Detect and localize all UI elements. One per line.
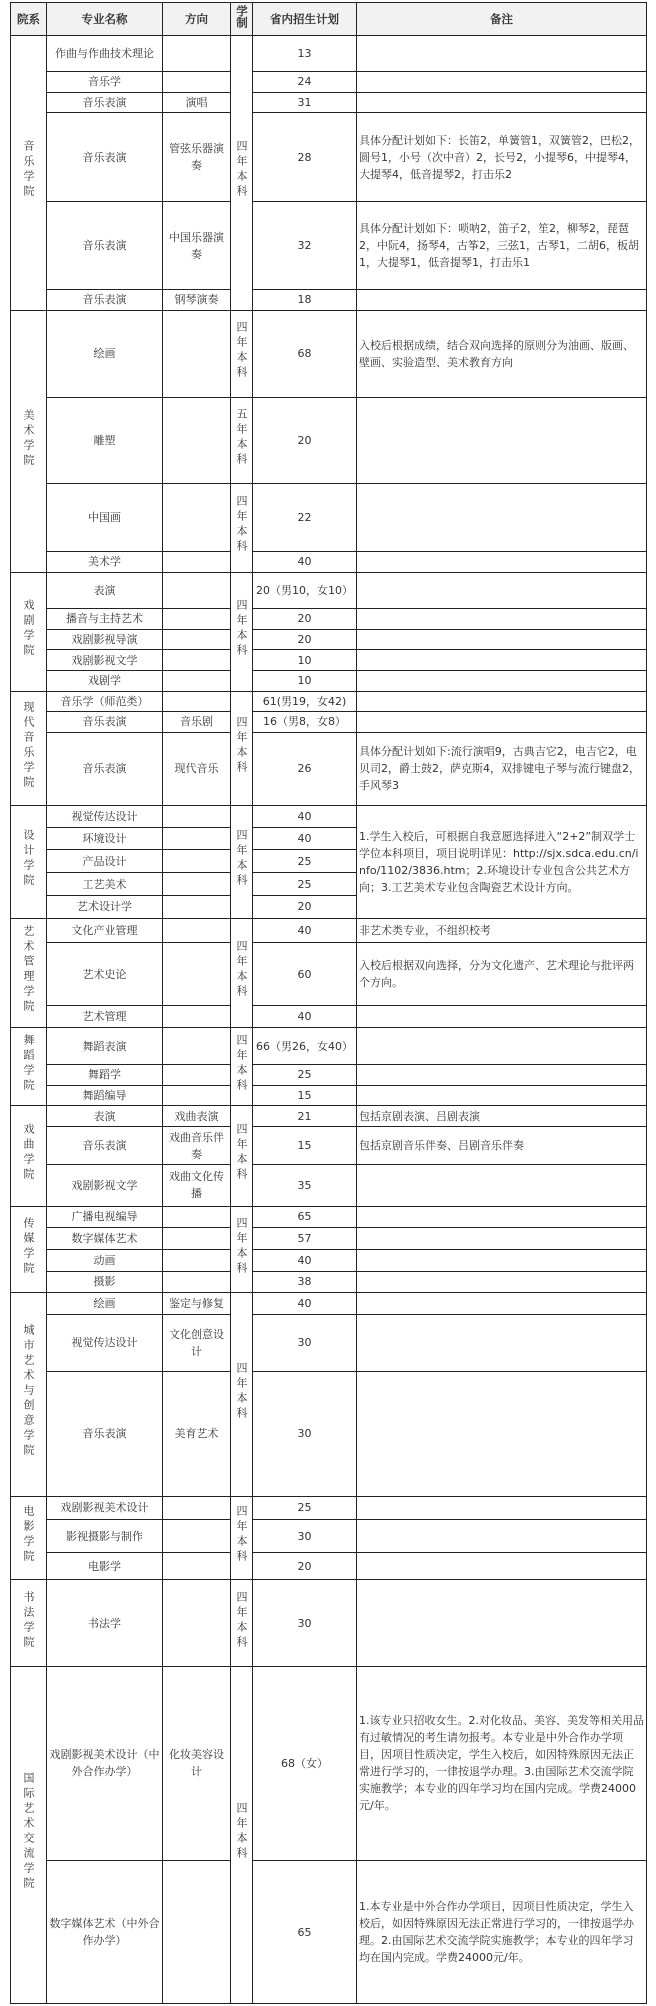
table-row (11, 1293, 647, 1315)
plan-cell: 25 (253, 873, 357, 896)
table-row (11, 1065, 647, 1086)
header-remarks: 备注 (357, 3, 647, 36)
direction-cell (163, 72, 231, 93)
direction-cell (163, 1520, 231, 1553)
duration-cell: 四年本科 (231, 1027, 253, 1105)
major-cell: 舞蹈编导 (47, 1085, 163, 1106)
remark-cell: 1.该专业只招收女生。2.对化妆品、美容、美发等相关用品有过敏情况的考生请勿报考。本专业是中外合作办学项目，因项目性质决定，学生入校后，如因特殊原因无法正常进行学习的，一律按退学办理。3.由国际艺术交流学院实施教学；本专业的四年学习均在国内完成。学费24000元/年。 (357, 1666, 647, 1860)
major-cell: 音乐表演 (47, 202, 163, 290)
duration-cell: 四年本科 (231, 691, 253, 806)
remark-cell (357, 608, 647, 629)
duration-cell: 四年本科 (231, 310, 253, 398)
plan-cell: 10 (253, 650, 357, 671)
plan-cell: 22 (253, 484, 357, 552)
remark-cell (357, 72, 647, 93)
college-cell: 城市艺术与创意学院 (11, 1293, 47, 1496)
major-cell: 播音与主持艺术 (47, 608, 163, 629)
remark-cell (357, 1085, 647, 1106)
major-cell: 产品设计 (47, 850, 163, 873)
major-cell: 戏剧影视美术设计 (47, 1496, 163, 1520)
major-cell: 戏剧影视文学 (47, 1165, 163, 1206)
duration-cell: 四年本科 (231, 36, 253, 311)
table-row (11, 1314, 647, 1371)
major-cell: 影视摄影与制作 (47, 1520, 163, 1553)
direction-cell (163, 873, 231, 896)
remark-cell (357, 670, 647, 691)
plan-cell: 31 (253, 92, 357, 113)
direction-cell (163, 608, 231, 629)
major-cell: 中国画 (47, 484, 163, 552)
plan-cell: 18 (253, 289, 357, 310)
major-cell: 电影学 (47, 1553, 163, 1580)
plan-cell: 20 (253, 398, 357, 484)
remark-cell (357, 1553, 647, 1580)
direction-cell (163, 1065, 231, 1086)
table-row (11, 670, 647, 691)
direction-cell: 文化创意设计 (163, 1314, 231, 1371)
plan-cell: 25 (253, 850, 357, 873)
remark-cell (357, 1371, 647, 1496)
direction-cell (163, 670, 231, 691)
plan-cell: 28 (253, 113, 357, 202)
plan-cell: 30 (253, 1314, 357, 1371)
plan-cell: 65 (253, 1861, 357, 2004)
duration-cell: 四年本科 (231, 484, 253, 573)
major-cell: 音乐表演 (47, 1371, 163, 1496)
direction-cell (163, 310, 231, 398)
major-cell: 音乐表演 (47, 1127, 163, 1165)
major-cell: 舞蹈学 (47, 1065, 163, 1086)
major-cell: 文化产业管理 (47, 918, 163, 943)
direction-cell: 戏曲表演 (163, 1106, 231, 1127)
duration-cell: 四年本科 (231, 806, 253, 918)
remark-cell (357, 629, 647, 650)
major-cell: 环境设计 (47, 827, 163, 850)
direction-cell (163, 552, 231, 573)
direction-cell (163, 918, 231, 943)
table-row (11, 1580, 647, 1667)
table-row (11, 806, 647, 828)
table-row (11, 650, 647, 671)
remark-cell (357, 398, 647, 484)
remark-cell: 具体分配计划如下：长笛2，单簧管1，双簧管2，巴松2，圆号1，小号（次中音）2，长号2，小提琴6，中提琴4，大提琴4，低音提琴2，打击乐2 (357, 113, 647, 202)
duration-cell: 四年本科 (231, 918, 253, 1027)
major-cell: 戏剧影视美术设计（中外合作办学） (47, 1666, 163, 1860)
table-row (11, 398, 647, 484)
direction-cell: 中国乐器演奏 (163, 202, 231, 290)
direction-cell (163, 895, 231, 918)
direction-cell: 化妆美容设计 (163, 1666, 231, 1860)
plan-cell: 21 (253, 1106, 357, 1127)
college-cell: 舞蹈学院 (11, 1027, 47, 1105)
direction-cell (163, 1249, 231, 1271)
header-major: 专业名称 (47, 3, 163, 36)
direction-cell: 演唱 (163, 92, 231, 113)
direction-cell: 管弦乐器演奏 (163, 113, 231, 202)
major-cell: 音乐学 (47, 72, 163, 93)
major-cell: 艺术设计学 (47, 895, 163, 918)
table-row (11, 310, 647, 398)
table-row (11, 289, 647, 310)
major-cell: 摄影 (47, 1271, 163, 1293)
table-row (11, 1371, 647, 1496)
table-row (11, 1027, 647, 1064)
remark-cell (357, 1271, 647, 1293)
direction-cell: 现代音乐 (163, 732, 231, 805)
major-cell: 音乐表演 (47, 113, 163, 202)
direction-cell (163, 943, 231, 1006)
plan-cell: 40 (253, 552, 357, 573)
college-cell: 美术学院 (11, 310, 47, 572)
table-row (11, 1228, 647, 1250)
direction-cell (163, 827, 231, 850)
direction-cell (163, 650, 231, 671)
remark-cell (357, 650, 647, 671)
major-cell: 数字媒体艺术（中外合作办学） (47, 1861, 163, 2004)
table-row (11, 1553, 647, 1580)
table-row (11, 732, 647, 805)
plan-cell: 38 (253, 1271, 357, 1293)
direction-cell (163, 629, 231, 650)
duration-cell: 四年本科 (231, 1206, 253, 1293)
remark-cell (357, 572, 647, 608)
table-row (11, 1861, 647, 2004)
plan-cell: 26 (253, 732, 357, 805)
major-cell: 广播电视编导 (47, 1206, 163, 1228)
plan-cell: 40 (253, 827, 357, 850)
plan-cell: 30 (253, 1580, 357, 1667)
header-row (11, 3, 647, 36)
college-cell: 书法学院 (11, 1580, 47, 1667)
plan-cell: 61(男19，女42) (253, 691, 357, 712)
admission-plan-table (10, 2, 647, 2004)
major-cell: 表演 (47, 572, 163, 608)
plan-cell: 40 (253, 806, 357, 828)
direction-cell (163, 484, 231, 552)
remark-cell (357, 1228, 647, 1250)
direction-cell (163, 1496, 231, 1520)
header-plan: 省内招生计划 (253, 3, 357, 36)
direction-cell (163, 806, 231, 828)
major-cell: 音乐学（师范类） (47, 691, 163, 712)
direction-cell (163, 1553, 231, 1580)
remark-cell: 包括京剧音乐伴奏、吕剧音乐伴奏 (357, 1127, 647, 1165)
direction-cell: 戏曲音乐伴奏 (163, 1127, 231, 1165)
table-row (11, 1271, 647, 1293)
direction-cell (163, 36, 231, 72)
plan-cell: 30 (253, 1520, 357, 1553)
table-row (11, 1666, 647, 1860)
plan-cell: 15 (253, 1127, 357, 1165)
college-cell: 传媒学院 (11, 1206, 47, 1293)
table-row (11, 552, 647, 573)
table-row (11, 92, 647, 113)
table-row (11, 1496, 647, 1520)
direction-cell (163, 1006, 231, 1028)
major-cell: 艺术史论 (47, 943, 163, 1006)
table-row (11, 202, 647, 290)
remark-cell (357, 1293, 647, 1315)
major-cell: 数字媒体艺术 (47, 1228, 163, 1250)
table-row (11, 1127, 647, 1165)
remark-cell (357, 289, 647, 310)
duration-cell: 四年本科 (231, 1580, 253, 1667)
remark-cell (357, 1249, 647, 1271)
remark-cell (357, 1520, 647, 1553)
plan-cell: 65 (253, 1206, 357, 1228)
header-direction: 方向 (163, 3, 231, 36)
plan-cell: 32 (253, 202, 357, 290)
header-duration: 学制 (231, 3, 253, 36)
remark-cell: 入校后根据成绩，结合双向选择的原则分为油画、版画、壁画、实验造型、美术教育方向 (357, 310, 647, 398)
plan-cell: 68 (253, 310, 357, 398)
major-cell: 绘画 (47, 1293, 163, 1315)
plan-cell: 24 (253, 72, 357, 93)
table-row (11, 113, 647, 202)
plan-cell: 40 (253, 1006, 357, 1028)
major-cell: 戏剧影视导演 (47, 629, 163, 650)
plan-cell: 20 (253, 1553, 357, 1580)
major-cell: 舞蹈表演 (47, 1027, 163, 1064)
college-cell: 戏曲学院 (11, 1106, 47, 1206)
major-cell: 艺术管理 (47, 1006, 163, 1028)
plan-cell: 15 (253, 1085, 357, 1106)
college-cell: 艺术管理学院 (11, 918, 47, 1027)
plan-cell: 68（女） (253, 1666, 357, 1860)
remark-cell (357, 1496, 647, 1520)
direction-cell (163, 850, 231, 873)
major-cell: 戏剧学 (47, 670, 163, 691)
plan-cell: 66（男26，女40） (253, 1027, 357, 1064)
plan-cell: 57 (253, 1228, 357, 1250)
major-cell: 工艺美术 (47, 873, 163, 896)
remark-cell (357, 1206, 647, 1228)
remark-cell: 入校后根据双向选择，分为文化遗产、艺术理论与批评两个方向。 (357, 943, 647, 1006)
remark-cell (357, 1065, 647, 1086)
plan-cell: 20 (253, 608, 357, 629)
college-cell: 现代音乐学院 (11, 691, 47, 806)
remark-cell: 具体分配计划如下：唢呐2，笛子2，笙2，柳琴2，琵琶2，中阮4，扬琴4，古筝2，三弦1，古琴1，二胡6，板胡1，大提琴1，低音提琴1，打击乐1 (357, 202, 647, 290)
plan-cell: 60 (253, 943, 357, 1006)
table-row (11, 572, 647, 608)
plan-cell: 20 (253, 895, 357, 918)
direction-cell (163, 691, 231, 712)
direction-cell (163, 1228, 231, 1250)
table-row (11, 943, 647, 1006)
college-cell: 设计学院 (11, 806, 47, 918)
major-cell: 作曲与作曲技术理论 (47, 36, 163, 72)
table-row (11, 1006, 647, 1028)
major-cell: 视觉传达设计 (47, 1314, 163, 1371)
remark-cell (357, 1165, 647, 1206)
duration-cell: 四年本科 (231, 1106, 253, 1206)
table-row (11, 918, 647, 943)
major-cell: 戏剧影视文学 (47, 650, 163, 671)
remark-cell: 1.本专业是中外合作办学项目，因项目性质决定，学生入校后，如因特殊原因无法正常进行学习的，一律按退学办理。2.由国际艺术交流学院实施教学；本专业的四年学习均在国内完成。学费24000元/年。 (357, 1861, 647, 2004)
table-row (11, 1520, 647, 1553)
remark-cell (357, 92, 647, 113)
duration-cell: 四年本科 (231, 1293, 253, 1496)
table-row (11, 691, 647, 712)
college-cell: 音乐学院 (11, 36, 47, 311)
table-row (11, 72, 647, 93)
direction-cell: 音乐剧 (163, 712, 231, 733)
major-cell: 音乐表演 (47, 732, 163, 805)
remark-cell (357, 1580, 647, 1667)
major-cell: 视觉传达设计 (47, 806, 163, 828)
major-cell: 音乐表演 (47, 92, 163, 113)
duration-cell: 四年本科 (231, 572, 253, 691)
remark-cell (357, 1314, 647, 1371)
direction-cell (163, 1580, 231, 1667)
direction-cell: 钢琴演奏 (163, 289, 231, 310)
direction-cell: 戏曲文化传播 (163, 1165, 231, 1206)
remark-cell: 具体分配计划如下:流行演唱9，古典吉它2，电吉它2，电贝司2，爵士鼓2，萨克斯4，双排键电子琴与流行键盘2，手风琴3 (357, 732, 647, 805)
remark-cell (357, 712, 647, 733)
remark-cell (357, 36, 647, 72)
table-row (11, 1206, 647, 1228)
major-cell: 雕塑 (47, 398, 163, 484)
plan-cell: 35 (253, 1165, 357, 1206)
plan-cell: 20（男10，女10） (253, 572, 357, 608)
direction-cell: 鉴定与修复 (163, 1293, 231, 1315)
table-row (11, 484, 647, 552)
direction-cell (163, 572, 231, 608)
remark-cell: 包括京剧表演、吕剧表演 (357, 1106, 647, 1127)
major-cell: 书法学 (47, 1580, 163, 1667)
remark-cell (357, 691, 647, 712)
plan-cell: 25 (253, 1065, 357, 1086)
table-row (11, 712, 647, 733)
major-cell: 音乐表演 (47, 289, 163, 310)
remark-cell (357, 552, 647, 573)
direction-cell: 美育艺术 (163, 1371, 231, 1496)
plan-cell: 25 (253, 1496, 357, 1520)
duration-cell: 五年本科 (231, 398, 253, 484)
table-row (11, 629, 647, 650)
plan-cell: 16（男8，女8） (253, 712, 357, 733)
remark-cell: 非艺术类专业，不组织校考 (357, 918, 647, 943)
plan-cell: 40 (253, 1249, 357, 1271)
table-row (11, 36, 647, 72)
table-row (11, 1249, 647, 1271)
direction-cell (163, 1271, 231, 1293)
remark-cell: 1.学生入校后，可根据自我意愿选择进入“2+2”制双学士学位本科项目，项目说明详见：http://sjx.sdca.edu.cn/info/1102/3836.htm；2.环境设计专业包含公共艺术方向；3.工艺美术专业包含陶瓷艺术设计方向。 (357, 806, 647, 918)
direction-cell (163, 1861, 231, 2004)
duration-cell: 四年本科 (231, 1666, 253, 2003)
plan-cell: 13 (253, 36, 357, 72)
remark-cell (357, 1006, 647, 1028)
duration-cell: 四年本科 (231, 1496, 253, 1580)
plan-cell: 20 (253, 629, 357, 650)
direction-cell (163, 1027, 231, 1064)
direction-cell (163, 398, 231, 484)
table-row (11, 1165, 647, 1206)
table-row (11, 608, 647, 629)
college-cell: 国际艺术交流学院 (11, 1666, 47, 2003)
plan-cell: 40 (253, 918, 357, 943)
major-cell: 音乐表演 (47, 712, 163, 733)
major-cell: 表演 (47, 1106, 163, 1127)
major-cell: 绘画 (47, 310, 163, 398)
remark-cell (357, 1027, 647, 1064)
college-cell: 电影学院 (11, 1496, 47, 1580)
plan-cell: 10 (253, 670, 357, 691)
header-college: 院系 (11, 3, 47, 36)
direction-cell (163, 1206, 231, 1228)
plan-cell: 30 (253, 1371, 357, 1496)
direction-cell (163, 1085, 231, 1106)
table-row (11, 1085, 647, 1106)
major-cell: 动画 (47, 1249, 163, 1271)
plan-cell: 40 (253, 1293, 357, 1315)
remark-cell (357, 484, 647, 552)
table-row (11, 1106, 647, 1127)
major-cell: 美术学 (47, 552, 163, 573)
college-cell: 戏剧学院 (11, 572, 47, 691)
